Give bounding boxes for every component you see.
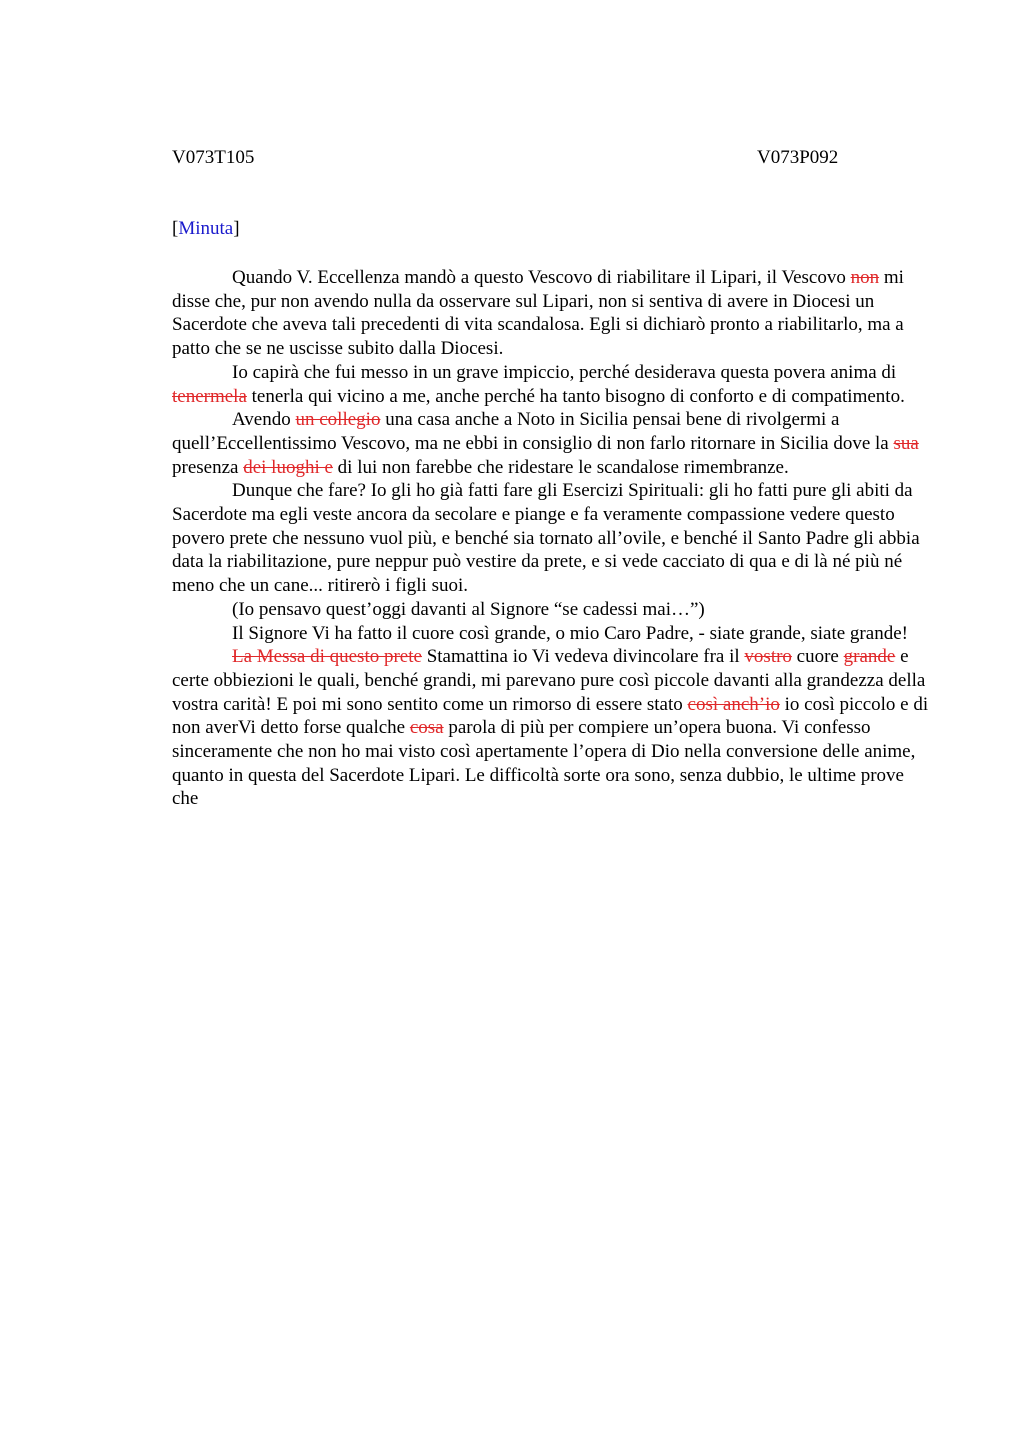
text-run: cuore — [791, 646, 844, 668]
text-run: Il Signore Vi ha fatto il cuore così grande, o mio Caro Padre, - siate grande, siate grande! — [232, 622, 908, 644]
letter-paragraph — [172, 408, 932, 479]
deleted-text: tenermela — [172, 385, 247, 407]
text-run: parola di più per compiere un’opera buona. Vi confesso sinceramente che non ho mai visto così apertamente l’opera di Dio nella conversione delle anime, quanto in questa del Sacerdote Lipari. Le difficoltà sorte ora sono, senza dubbio, le ultime prove che — [172, 717, 916, 810]
text-run: di lui non farebbe che ridestare le scandalose rimembranze. — [332, 456, 789, 478]
minuta-annotation — [172, 218, 240, 240]
letter-paragraph — [172, 266, 932, 361]
deleted-text: cosa — [409, 717, 444, 739]
deleted-text: dei luoghi e — [243, 456, 333, 478]
letter-paragraph — [172, 479, 932, 598]
minuta-label: Minuta — [178, 218, 234, 239]
text-run: Quando V. Eccellenza mandò a questo Vescovo di riabilitare il Lipari, il Vescovo — [232, 267, 851, 288]
deleted-text: non — [850, 267, 880, 288]
text-run: presenza — [172, 456, 244, 478]
text-run: una casa anche a Noto in Sicilia pensai bene di rivolgermi a quell’Eccellentissimo Vescovo, ma ne ebbi in consiglio di non farlo ritornare in Sicilia dove la — [172, 409, 894, 454]
text-run: mi disse che, pur non avendo nulla da osservare sul Lipari, non si sentiva di avere in Diocesi un Sacerdote che aveva tali precedenti di vita scandalosa. Egli si dichiarò pronto a riabilitarlo, ma a patto che se ne uscisse subito dalla Diocesi. — [172, 267, 904, 360]
text-run: Avendo — [232, 409, 296, 431]
text-run: io così piccolo e di non averVi detto forse qualche — [172, 693, 929, 739]
deleted-text: grande — [843, 646, 896, 668]
text-run: Io capirà che fui messo in un grave impiccio, perché desiderava questa povera anima di — [232, 361, 897, 383]
letter-body — [172, 266, 932, 811]
letter-paragraph — [172, 361, 932, 408]
deleted-text: un collegio — [295, 409, 381, 431]
document-code-left: V073T105 — [172, 147, 255, 168]
letter-paragraph — [172, 645, 932, 811]
deleted-text: sua — [893, 432, 919, 454]
deleted-text: La Messa di questo prete — [232, 646, 422, 668]
minuta-close-bracket: ] — [233, 218, 240, 239]
deleted-text: vostro — [744, 646, 792, 668]
text-run: Stamattina io Vi vedeva divincolare fra il — [421, 646, 745, 668]
letter-paragraph — [172, 622, 932, 646]
text-run: e certe obbiezioni le quali, benché grandi, mi parevano pure così piccole davanti alla grandezza della vostra carità! E poi mi sono sentito come un rimorso di essere stato — [172, 646, 926, 715]
deleted-text: così anch’io — [687, 693, 780, 715]
document-code-right: V073P092 — [757, 147, 839, 168]
text-run: Dunque che fare? Io gli ho già fatti fare gli Esercizi Spirituali: gli ho fatti pure gli abiti da Sacerdote ma egli veste ancora da secolare e piange e fa veramente compassione vedere questo povero prete che nessuno vuol più, e benché sia tornato all’ovile, e benché il Santo Padre gli abbia data la riabilitazione, pure neppur può vestire da prete, e si vede cacciato di qua e di là né più né meno che un cane... ritirerò i figli suoi. — [172, 480, 920, 597]
text-run: (Io pensavo quest’oggi davanti al Signore “se cadessi mai…”) — [232, 598, 705, 620]
minuta-open-bracket: [ — [172, 218, 179, 239]
letter-paragraph — [172, 598, 932, 622]
text-run: tenerla qui vicino a me, anche perché ha tanto bisogno di conforto e di compatimento. — [246, 385, 905, 407]
